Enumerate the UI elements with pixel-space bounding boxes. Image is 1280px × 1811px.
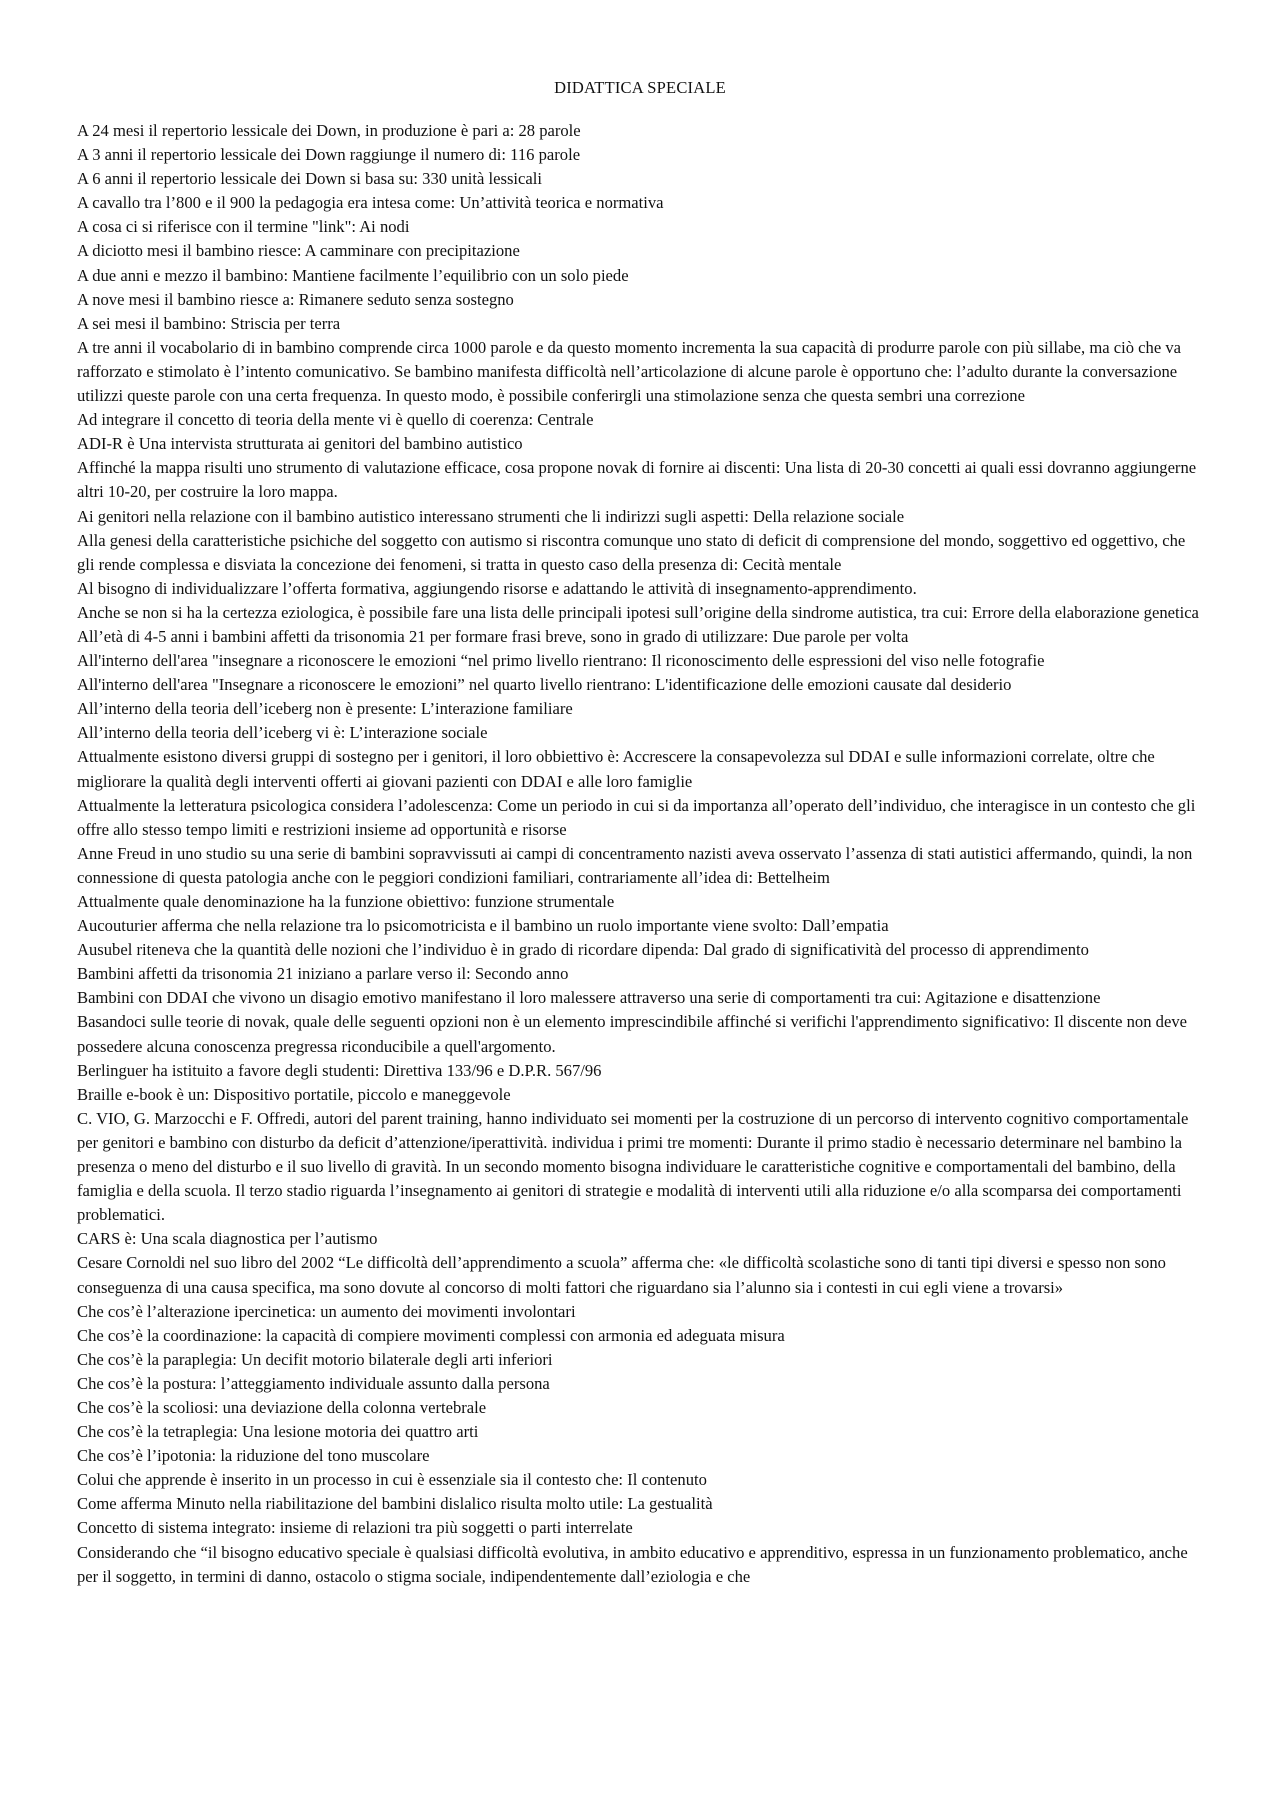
list-item: All’interno della teoria dell’iceberg vi è: L’interazione sociale: [77, 723, 488, 743]
list-item: Bambini affetti da trisonomia 21 iniziano a parlare verso il: Secondo anno: [77, 964, 569, 984]
list-item: Anche se non si ha la certezza eziologica, è possibile fare una lista delle principali ipotesi sull’origine della sindrome autistica, tra cui: Errore della elaborazione genetica: [77, 602, 1199, 622]
list-item: All’interno della teoria dell’iceberg non è presente: L’interazione familiare: [77, 699, 573, 719]
list-item: Attualmente esistono diversi gruppi di sostegno per i genitori, il loro obbiettivo è: Accrescere la consapevolezza sul DDAI e sulle informazioni correlate, oltre che migliorare la qualità degli interventi offerti ai giovani pazienti con DDAI e alle loro famiglie: [77, 747, 1155, 791]
list-item: Al bisogno di individualizzare l’offerta formativa, aggiungendo risorse e adattando le attività di insegnamento-apprendimento.: [77, 578, 917, 598]
list-item: Basandoci sulle teorie di novak, quale delle seguenti opzioni non è un elemento imprescindibile affinché si verifichi l'apprendimento significativo: Il discente non deve possedere alcuna conoscenza pregressa riconducibile a quell'argomento.: [77, 1012, 1187, 1056]
list-item: A diciotto mesi il bambino riesce: A camminare con precipitazione: [77, 241, 520, 261]
list-item: Affinché la mappa risulti uno strumento di valutazione efficace, cosa propone novak di fornire ai discenti: Una lista di 20-30 concetti ai quali essi dovranno aggiungerne altri 10-20, per costruire la loro mappa.: [77, 458, 1197, 502]
list-item: Come afferma Minuto nella riabilitazione del bambini dislalico risulta molto utile: La gestualità: [77, 1494, 713, 1514]
list-item: Braille e-book è un: Dispositivo portatile, piccolo e maneggevole: [77, 1084, 511, 1104]
list-item: A nove mesi il bambino riesce a: Rimanere seduto senza sostegno: [77, 289, 514, 309]
page-title: DIDATTICA SPECIALE: [554, 78, 726, 97]
list-item: Concetto di sistema integrato: insieme di relazioni tra più soggetti o parti interrelate: [77, 1518, 633, 1538]
list-item: Che cos’è l’ipotonia: la riduzione del tono muscolare: [77, 1446, 430, 1466]
list-item: Che cos’è l’alterazione ipercinetica: un aumento dei movimenti involontari: [77, 1301, 576, 1321]
list-item: A due anni e mezzo il bambino: Mantiene facilmente l’equilibrio con un solo piede: [77, 265, 629, 285]
list-item: Berlinguer ha istituito a favore degli studenti: Direttiva 133/96 e D.P.R. 567/96: [77, 1060, 602, 1080]
list-item: Cesare Cornoldi nel suo libro del 2002 “Le difficoltà dell’apprendimento a scuola” afferma che: «le difficoltà scolastiche sono di tanti tipi diversi e spesso non sono conseguenza di una causa specifica, ma sono dovute al concorso di molti fattori che riguardano sia l’alunno sia i contesti in cui egli viene a trovarsi»: [77, 1253, 1166, 1297]
list-item: All'interno dell'area "Insegnare a riconoscere le emozioni” nel quarto livello rientrano: L'identificazione delle emozioni causate dal desiderio: [77, 675, 1012, 695]
list-item: Ad integrare il concetto di teoria della mente vi è quello di coerenza: Centrale: [77, 410, 594, 430]
list-item: All'interno dell'area "insegnare a riconoscere le emozioni “nel primo livello rientrano: Il riconoscimento delle espressioni del viso nelle fotografie: [77, 651, 1045, 671]
qa-list: [77, 119, 1205, 1589]
list-item: Che cos’è la coordinazione: la capacità di compiere movimenti complessi con armonia ed adeguata misura: [77, 1325, 785, 1345]
list-item: Ai genitori nella relazione con il bambino autistico interessano strumenti che li indirizzi sugli aspetti: Della relazione sociale: [77, 506, 905, 526]
list-item: C. VIO, G. Marzocchi e F. Offredi, autori del parent training, hanno individuato sei momenti per la costruzione di un percorso di intervento cognitivo comportamentale per genitori e bambino con disturbo da deficit d’attenzione/iperattività. individua i primi tre momenti: Durante il primo stadio è necessario determinare nel bambino la presenza o meno del disturbo e il suo livello di gravità. In un secondo momento bisogna individuare le caratteristiche cognitive e comportamentali del bambino, della famiglia e della scuola. Il terzo stadio riguarda l’insegnamento ai genitori di strategie e modalità di interventi utili alla riduzione e/o alla scomparsa dei comportamenti problematici.: [77, 1108, 1189, 1225]
list-item: ADI-R è Una intervista strutturata ai genitori del bambino autistico: [77, 434, 523, 454]
list-item: Aucouturier afferma che nella relazione tra lo psicomotricista e il bambino un ruolo importante viene svolto: Dall’empatia: [77, 916, 889, 936]
list-item: Colui che apprende è inserito in un processo in cui è essenziale sia il contesto che: Il contenuto: [77, 1470, 707, 1490]
list-item: Che cos’è la paraplegia: Un decifit motorio bilaterale degli arti inferiori: [77, 1349, 553, 1369]
list-item: A tre anni il vocabolario di in bambino comprende circa 1000 parole e da questo momento incrementa la sua capacità di produrre parole con più sillabe, ma ciò che va rafforzato e stimolato è l’intento comunicativo. Se bambino manifesta difficoltà nell’articolazione di alcune parole è opportuno che: l’adulto durante la conversazione utilizzi queste parole con una certa frequenza. In questo modo, è possibile conferirgli una stimolazione senza che questa sembri una correzione: [77, 337, 1182, 406]
list-item: Che cos’è la scoliosi: una deviazione della colonna vertebrale: [77, 1397, 487, 1417]
list-item: Considerando che “il bisogno educativo speciale è qualsiasi difficoltà evolutiva, in ambito educativo e apprenditivo, espressa in un funzionamento problematico, anche per il soggetto, in termini di danno, ostacolo o stigma sociale, indipendentemente dall’eziologia e che: [77, 1542, 1188, 1586]
list-item: A 6 anni il repertorio lessicale dei Down si basa su: 330 unità lessicali: [77, 169, 542, 189]
list-item: A 3 anni il repertorio lessicale dei Down raggiunge il numero di: 116 parole: [77, 145, 581, 165]
list-item: A sei mesi il bambino: Striscia per terra: [77, 313, 341, 333]
list-item: A cavallo tra l’800 e il 900 la pedagogia era intesa come: Un’attività teorica e normativa: [77, 193, 664, 213]
list-item: Alla genesi della caratteristiche psichiche del soggetto con autismo si riscontra comunque uno stato di deficit di comprensione del mondo, soggettivo ed oggettivo, che gli rende complessa e disviata la concezione dei fenomeni, si tratta in questo caso della presenza di: Cecità mentale: [77, 530, 1186, 574]
list-item: Che cos’è la tetraplegia: Una lesione motoria dei quattro arti: [77, 1422, 479, 1442]
list-item: Anne Freud in uno studio su una serie di bambini sopravvissuti ai campi di concentramento nazisti aveva osservato l’assenza di stati autistici affermando, quindi, la non connessione di questa patologia anche con le peggiori condizioni familiari, contrariamente all’idea di: Bettelheim: [77, 843, 1193, 887]
list-item: Ausubel riteneva che la quantità delle nozioni che l’individuo è in grado di ricordare dipenda: Dal grado di significatività del processo di apprendimento: [77, 940, 1089, 960]
list-item: Attualmente quale denominazione ha la funzione obiettivo: funzione strumentale: [77, 892, 615, 911]
list-item: A 24 mesi il repertorio lessicale dei Down, in produzione è pari a: 28 parole: [77, 121, 581, 140]
list-item: CARS è: Una scala diagnostica per l’autismo: [77, 1229, 378, 1249]
list-item: Attualmente la letteratura psicologica considera l’adolescenza: Come un periodo in cui si da importanza all’operato dell’individuo, che interagisce in un contesto che gli offre allo stesso tempo limiti e restrizioni insieme ad opportunità e risorse: [77, 795, 1196, 839]
list-item: All’età di 4-5 anni i bambini affetti da trisonomia 21 per formare frasi breve, sono in grado di utilizzare: Due parole per volta: [77, 626, 909, 646]
list-item: A cosa ci si riferisce con il termine "link": Ai nodi: [77, 217, 410, 237]
list-item: Bambini con DDAI che vivono un disagio emotivo manifestano il loro malessere attraverso una serie di comportamenti tra cui: Agitazione e disattenzione: [77, 988, 1101, 1008]
list-item: Che cos’è la postura: l’atteggiamento individuale assunto dalla persona: [77, 1373, 550, 1393]
